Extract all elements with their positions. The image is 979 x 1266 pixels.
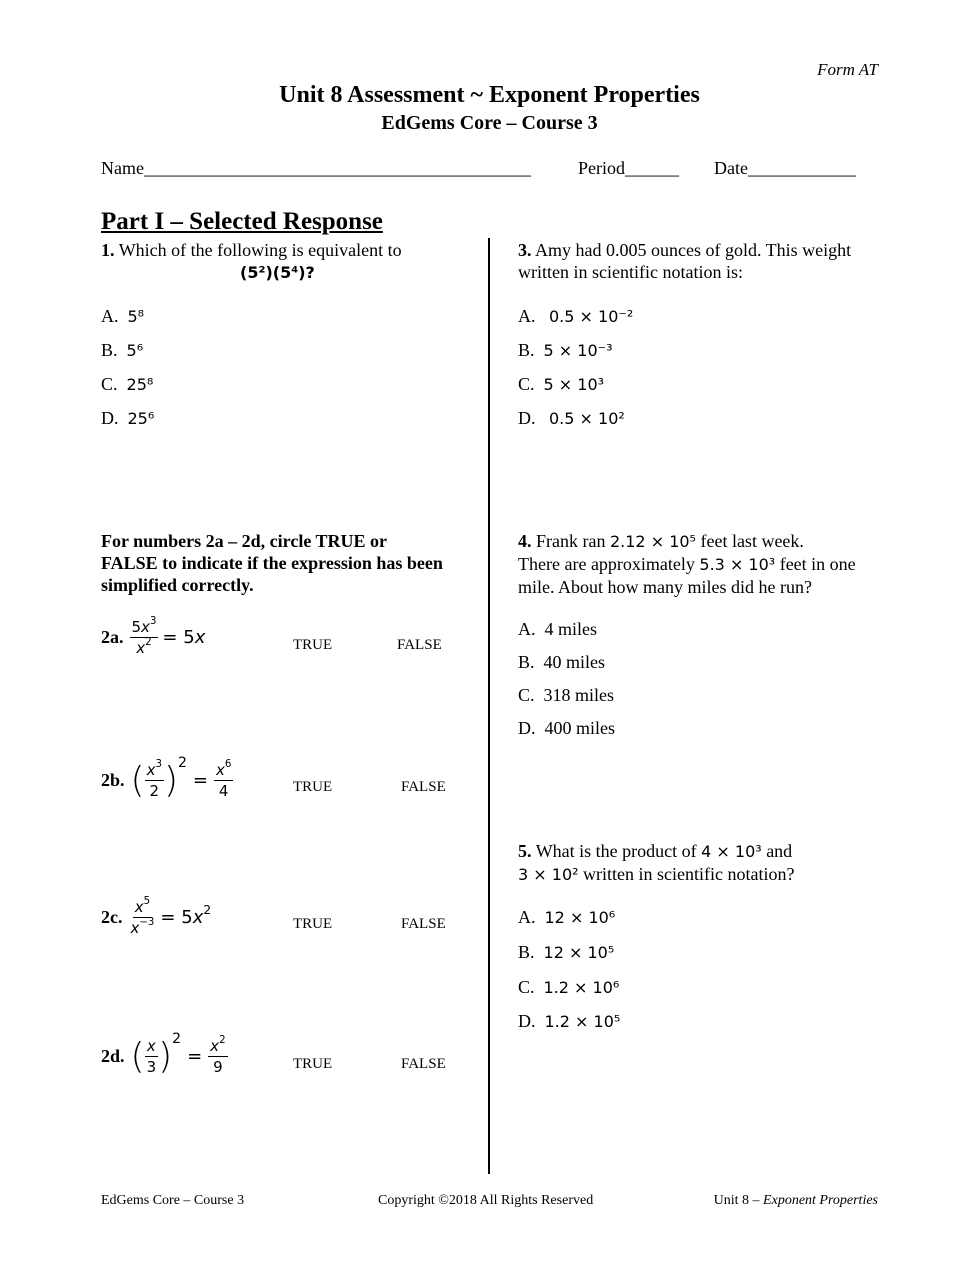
false-option-2b[interactable]: FALSE: [401, 779, 446, 795]
option-value: 40 miles: [543, 652, 606, 672]
footer-unit-prefix: Unit 8 –: [713, 1193, 760, 1208]
question-2-instructions: For numbers 2a – 2d, circle TRUE or FALSE to indicate if the expression has been simplified correctly.: [101, 531, 443, 595]
q3-option-d[interactable]: [518, 408, 625, 429]
question-1-text: Which of the following is equivalent to: [118, 240, 402, 260]
question-3-number: 3.: [518, 240, 532, 260]
question-4-number: 4.: [518, 531, 532, 551]
question-1: [101, 239, 461, 261]
footer-copyright: Copyright ©2018 All Rights Reserved: [378, 1193, 594, 1208]
question-3: [518, 239, 858, 283]
fraction: $\frac{x^3}{2}$: [146, 759, 162, 800]
option-label: B.: [518, 652, 535, 672]
question-4-line-2: [518, 553, 888, 576]
false-option-2a[interactable]: FALSE: [397, 637, 442, 653]
question-2b: 2b. ( $\frac{x^3}{2}$ ) 2 = $\frac{x^6}{4}$: [101, 754, 232, 801]
option-label: D.: [518, 718, 536, 738]
q5-option-a[interactable]: [518, 907, 615, 928]
option-label: D.: [518, 1011, 536, 1031]
option-value: 5 × 10⁻³: [543, 341, 613, 360]
option-value: 25⁸: [126, 375, 154, 394]
question-2d-label: 2d.: [101, 1046, 125, 1066]
option-value: 25⁶: [127, 409, 155, 428]
option-label: C.: [518, 685, 535, 705]
option-value: 12 × 10⁵: [543, 943, 615, 962]
q4-option-d[interactable]: [518, 718, 615, 739]
option-label: C.: [518, 374, 535, 394]
question-5-text: written in scientific notation?: [583, 864, 795, 884]
option-value: 5 × 10³: [543, 375, 605, 394]
question-5-number: 5.: [518, 841, 532, 861]
question-4-line-3: mile. About how many miles did he run?: [518, 577, 812, 597]
option-label: C.: [518, 977, 535, 997]
period-field[interactable]: Period______: [578, 158, 679, 178]
option-value: 4 miles: [544, 619, 597, 639]
question-2d: 2d. ( $\frac{x}{3}$ ) 2 = $\frac{x^2}{9}$: [101, 1030, 226, 1077]
option-value: 5⁸: [127, 307, 145, 326]
question-4-line-1: [518, 530, 888, 553]
option-value: 1.2 × 10⁵: [544, 1012, 621, 1031]
option-value: 318 miles: [543, 685, 615, 705]
option-label: D.: [101, 408, 119, 428]
question-4-text: feet last week.: [700, 531, 804, 551]
footer-unit-title: Exponent Properties: [763, 1193, 878, 1208]
q4-option-b[interactable]: [518, 652, 605, 673]
option-label: A.: [518, 306, 536, 326]
fraction: $\frac{x^2}{9}$: [210, 1035, 226, 1076]
true-option-2d[interactable]: TRUE: [293, 1056, 333, 1072]
question-4-text: There are approximately: [518, 554, 695, 574]
option-label: A.: [518, 907, 536, 927]
option-value: 400 miles: [544, 718, 615, 738]
fraction: $\frac{x^6}{4}$: [216, 759, 232, 800]
question-2a: 2a. $\frac{5x^3}{x^2}$ = 5x: [101, 616, 206, 657]
question-3-text: Amy had 0.005 ounces of gold. This weight written in scientific notation is:: [518, 240, 852, 282]
option-label: A.: [101, 306, 119, 326]
fraction: $\frac{x^5}{x^{-3}}$: [130, 896, 155, 937]
option-label: D.: [518, 408, 536, 428]
q5-option-d[interactable]: [518, 1011, 620, 1032]
q4-option-a[interactable]: [518, 619, 597, 640]
true-option-2a[interactable]: TRUE: [293, 637, 333, 653]
fraction: $\frac{x}{3}$: [146, 1037, 157, 1076]
question-2a-label: 2a.: [101, 627, 124, 647]
question-5-text: and: [766, 841, 793, 861]
q5-option-b[interactable]: [518, 942, 614, 963]
question-1-expression: [240, 261, 315, 284]
page-title: Unit 8 Assessment ~ Exponent Properties: [279, 82, 700, 108]
option-label: A.: [518, 619, 536, 639]
column-divider: [488, 238, 490, 1174]
question-4-value: 2.12 × 10⁵: [609, 532, 696, 551]
q3-option-c[interactable]: [518, 374, 604, 395]
form-label: Form AT: [817, 60, 878, 79]
option-value: 5⁶: [126, 341, 144, 360]
option-value: 0.5 × 10²: [549, 409, 625, 428]
q1-option-a[interactable]: [101, 306, 144, 327]
option-value: 12 × 10⁶: [544, 908, 616, 927]
option-label: B.: [101, 340, 118, 360]
option-label: C.: [101, 374, 118, 394]
q1-option-c[interactable]: [101, 374, 153, 395]
q1-option-b[interactable]: [101, 340, 143, 361]
q1-option-d[interactable]: [101, 408, 154, 429]
question-1-number: 1.: [101, 240, 115, 260]
true-option-2b[interactable]: TRUE: [293, 779, 333, 795]
false-option-2c[interactable]: FALSE: [401, 916, 446, 932]
q5-option-c[interactable]: [518, 977, 619, 998]
q3-option-b[interactable]: [518, 340, 613, 361]
footer-course: EdGems Core – Course 3: [101, 1193, 245, 1208]
option-value: 0.5 × 10⁻²: [549, 307, 634, 326]
question-5-value: 4 × 10³: [701, 842, 762, 861]
true-option-2c[interactable]: TRUE: [293, 916, 333, 932]
question-4-text: feet in one: [779, 554, 856, 574]
option-label: B.: [518, 340, 535, 360]
question-5-text: What is the product of: [535, 841, 697, 861]
part-1-heading: Part I – Selected Response: [101, 208, 383, 235]
question-5-line-2: [518, 863, 878, 886]
question-4-value: 5.3 × 10³: [699, 555, 776, 574]
question-1-expr-value: (5²)(5⁴)?: [240, 263, 315, 282]
q4-option-c[interactable]: [518, 685, 614, 706]
footer-unit: [714, 1193, 878, 1209]
option-value: 1.2 × 10⁶: [543, 978, 620, 997]
question-2b-label: 2b.: [101, 770, 125, 790]
false-option-2d[interactable]: FALSE: [401, 1056, 446, 1072]
fraction: $\frac{5x^3}{x^2}$: [131, 616, 157, 657]
option-label: B.: [518, 942, 535, 962]
question-4-text: Frank ran: [536, 531, 606, 551]
question-2c: 2c. $\frac{x^5}{x^{-3}}$ = $5x^2$: [101, 896, 212, 937]
question-5-value: 3 × 10²: [518, 865, 579, 884]
question-5: [518, 840, 878, 886]
date-field[interactable]: Date____________: [714, 158, 856, 178]
page-subtitle: EdGems Core – Course 3: [381, 112, 598, 134]
question-4: [518, 530, 888, 598]
question-2c-label: 2c.: [101, 907, 123, 927]
name-field[interactable]: Name___________________________________________: [101, 158, 531, 178]
q3-option-a[interactable]: [518, 306, 633, 327]
question-5-line-1: [518, 840, 878, 863]
